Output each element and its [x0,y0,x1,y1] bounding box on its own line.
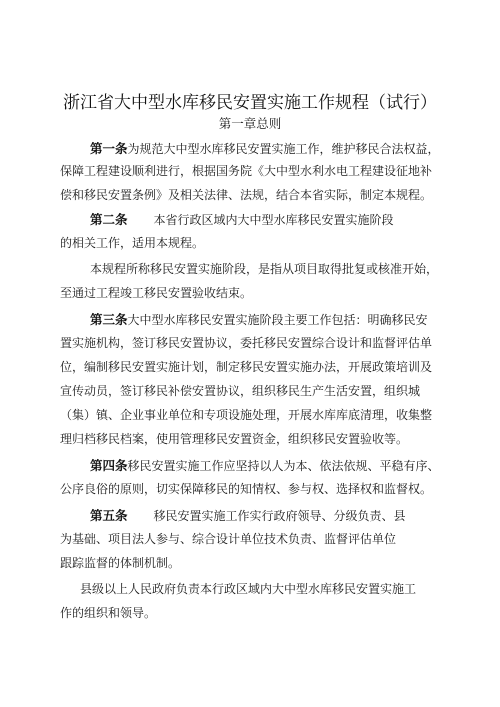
article-3-line-3: 位，编制移民安置实施计划，制定移民安置实施办法，开展政策培训及 [60,360,433,374]
article-4-text: 移民安置实施工作应坚持以人为本、依法依规、平稳有序、 [127,459,440,473]
article-2-line-1 [90,210,394,228]
article-5-text: 移民安置实施工作实行政府领导、分级负责、县 [153,509,406,523]
chapter-heading: 第一章总则 [218,116,282,131]
article-5-line-2: 为基础、项目法人参与、综合设计单位技术负责、监督评估单位 [60,532,397,546]
article-1-text: 为规范大中型水库移民安置实施工作，维护移民合法权益， [127,142,440,156]
article-1-line-2: 保障工程建设顺利进行，根据国务院《大中型水利水电工程建设征地补 [60,164,433,178]
article-2-line-2: 的相关工作，适用本规程。 [60,236,205,250]
paragraph-1-line-2: 至通过工程竣工移民安置验收结束。 [60,286,253,300]
paragraph-2-line-2: 作的组织和领导。 [60,606,157,620]
article-3-text: 大中型水库移民安置实施阶段主要工作包括：明确移民安 [127,313,428,327]
article-5-line-1 [90,506,406,524]
article-4-line-1 [90,456,440,474]
article-3-line-4: 宣传动员，签订移民补偿安置协议，组织移民生产生活安置，组织城 [60,384,421,398]
article-2-label: 第二条 [90,212,128,227]
article-1-line-3: 偿和移民安置条例》及相关法律、法规，结合本省实际，制定本规程。 [60,188,433,202]
article-5-line-3: 跟踪监督的体制机制。 [60,556,181,570]
document-title: 浙江省大中型水库移民安置实施工作规程（试行） [63,93,437,113]
article-5-label: 第五条 [90,508,128,523]
paragraph-2-line-1: 县级以上人民政府负责本行政区域内大中型水库移民安置实施工 [80,582,417,596]
article-2-text: 本省行政区域内大中型水库移民安置实施阶段 [153,213,394,227]
article-3-line-1 [90,310,428,328]
article-1-label: 第一条 [90,141,128,156]
paragraph-1-line-1: 本规程所称移民安置实施阶段，是指从项目取得批复或核准开始， [90,262,439,276]
article-4-line-2: 公序良俗的原则，切实保障移民的知情权、参与权、选择权和监督权。 [60,482,433,496]
article-3-label: 第三条 [90,312,128,327]
article-4-label: 第四条 [90,458,128,473]
article-3-line-5: （集）镇、企业事业单位和专项设施处理，开展水库库底清理，收集整 [60,408,433,422]
article-3-line-6: 理归档移民档案，使用管理移民安置资金，组织移民安置验收等。 [60,432,409,446]
article-3-line-2: 置实施机构，签订移民安置协议，委托移民安置综合设计和监督评估单 [60,336,433,350]
article-1-line-1 [90,139,440,157]
